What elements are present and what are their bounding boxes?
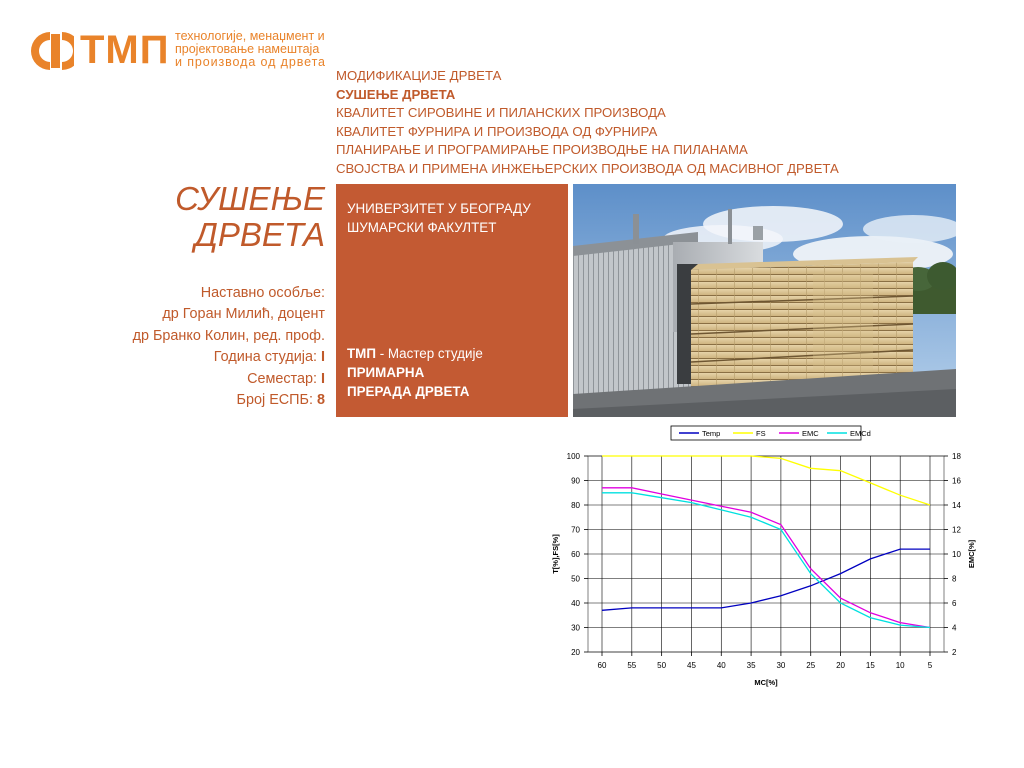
x-tick-label: 20 xyxy=(836,661,845,670)
x-tick-label: 35 xyxy=(746,661,756,670)
y-left-axis-title: T[%],FS[%] xyxy=(551,534,560,574)
y-left-tick-label: 20 xyxy=(571,648,580,657)
legend-label-emcd: EMCd xyxy=(850,429,871,438)
course-name-line: ПРЕРАДА ДРВЕТА xyxy=(347,384,470,399)
menu-item-wood-modification[interactable]: МОДИФИКАЦИЈЕ ДРВЕТА xyxy=(336,68,502,83)
logo-subtitle xyxy=(175,30,326,69)
tmp-logo-icon xyxy=(30,28,74,74)
semester-label: Семестар: xyxy=(247,370,317,387)
program-panel xyxy=(336,184,568,417)
y-right-tick-label: 12 xyxy=(952,525,961,535)
y-right-axis-title: EMC[%] xyxy=(967,539,976,569)
program-level: Мастер студије xyxy=(387,346,483,361)
menu-item-sawmill-planning[interactable]: ПЛАНИРАЊЕ И ПРОГРАМИРАЊЕ ПРОИЗВОДЊЕ НА ПИЛАНАМА xyxy=(336,142,748,158)
logo-subtitle-line: и производа од дрвета xyxy=(175,55,326,69)
program-abbr: ТМП xyxy=(347,346,376,361)
y-right-tick-label: 16 xyxy=(952,476,961,486)
x-tick-label: 15 xyxy=(865,661,875,670)
menu-item-engineered-products[interactable]: СВОЈСТВА И ПРИМЕНА ИНЖЕЊЕРСКИХ ПРОИЗВОДА ОД МАСИВНОГ ДРВЕТА xyxy=(336,160,839,176)
x-tick-label: 45 xyxy=(687,661,696,670)
staff-member: др Горан Милић, доцент xyxy=(162,306,325,323)
program-name xyxy=(347,344,483,363)
study-year-value: I xyxy=(321,349,325,366)
x-tick-label: 5 xyxy=(927,661,933,670)
x-tick-label: 25 xyxy=(806,661,816,670)
course-menu xyxy=(336,67,976,179)
menu-item-raw-material-quality[interactable]: КВАЛИТЕТ СИРОВИНЕ И ПИЛАНСКИХ ПРОИЗВОДА xyxy=(336,105,666,121)
y-left-tick-label: 80 xyxy=(571,501,580,510)
y-right-tick-label: 8 xyxy=(952,574,957,584)
tmp-logo[interactable] xyxy=(30,28,330,76)
logo-subtitle-line: технологије, менаџмент и xyxy=(175,29,325,43)
drying-schedule-chart xyxy=(536,424,986,688)
ects-value: 8 xyxy=(316,392,325,409)
y-right-tick-label: 10 xyxy=(952,550,961,559)
study-year xyxy=(133,347,325,368)
logo-subtitle-line: пројектовање намештаја xyxy=(175,42,320,56)
program-block xyxy=(347,344,483,401)
legend-label-temp: Temp xyxy=(702,429,721,438)
faculty-name: ШУМАРСКИ ФАКУЛТЕТ xyxy=(347,219,497,235)
semester-value: I xyxy=(321,370,325,387)
y-right-tick-label: 6 xyxy=(952,599,957,608)
semester xyxy=(133,369,325,390)
program-separator: - xyxy=(375,346,388,361)
x-tick-label: 60 xyxy=(597,661,607,670)
ects-label: Број ЕСПБ: xyxy=(236,392,313,409)
y-right-tick-label: 2 xyxy=(952,648,957,657)
course-name-line: ПРИМАРНА xyxy=(347,365,425,380)
page-title xyxy=(175,181,325,253)
y-left-tick-label: 30 xyxy=(571,623,580,633)
x-axis-title: MC[%] xyxy=(754,678,778,687)
y-left-tick-label: 50 xyxy=(571,574,580,584)
x-tick-label: 30 xyxy=(776,661,786,670)
y-left-tick-label: 60 xyxy=(571,550,580,559)
page-title-line: СУШЕЊЕ xyxy=(175,180,325,217)
y-right-tick-label: 18 xyxy=(952,452,961,461)
university-block xyxy=(347,200,531,237)
y-left-tick-label: 100 xyxy=(566,452,580,461)
x-tick-label: 55 xyxy=(627,661,637,670)
y-left-tick-label: 90 xyxy=(571,476,580,486)
y-left-tick-label: 40 xyxy=(571,599,580,608)
legend-label-fs: FS xyxy=(756,429,766,438)
y-left-tick-label: 70 xyxy=(571,525,580,535)
university-name: УНИВЕРЗИТЕТ У БЕОГРАДУ xyxy=(347,201,531,216)
menu-item-veneer-quality[interactable]: КВАЛИТЕТ ФУРНИРА И ПРОИЗВОДА ОД ФУРНИРА xyxy=(336,123,658,139)
y-right-tick-label: 4 xyxy=(952,623,957,633)
study-year-label: Година студија: xyxy=(213,349,317,366)
x-tick-label: 50 xyxy=(657,661,667,670)
y-right-tick-label: 14 xyxy=(952,501,961,510)
staff-member: др Бранко Колин, ред. проф. xyxy=(132,327,325,344)
tmp-logo-abbr: ТМП xyxy=(80,28,170,72)
ects-credits xyxy=(133,390,325,411)
staff-heading: Наставно особље: xyxy=(200,285,325,301)
kiln-lumber-photo xyxy=(573,184,956,417)
legend-label-emc: EMC xyxy=(802,429,819,438)
menu-item-wood-drying[interactable]: СУШЕЊЕ ДРВЕТА xyxy=(336,86,456,102)
x-tick-label: 10 xyxy=(895,661,905,670)
page-title-line: ДРВЕТА xyxy=(194,216,325,253)
x-tick-label: 40 xyxy=(716,661,726,670)
course-info xyxy=(133,283,325,411)
